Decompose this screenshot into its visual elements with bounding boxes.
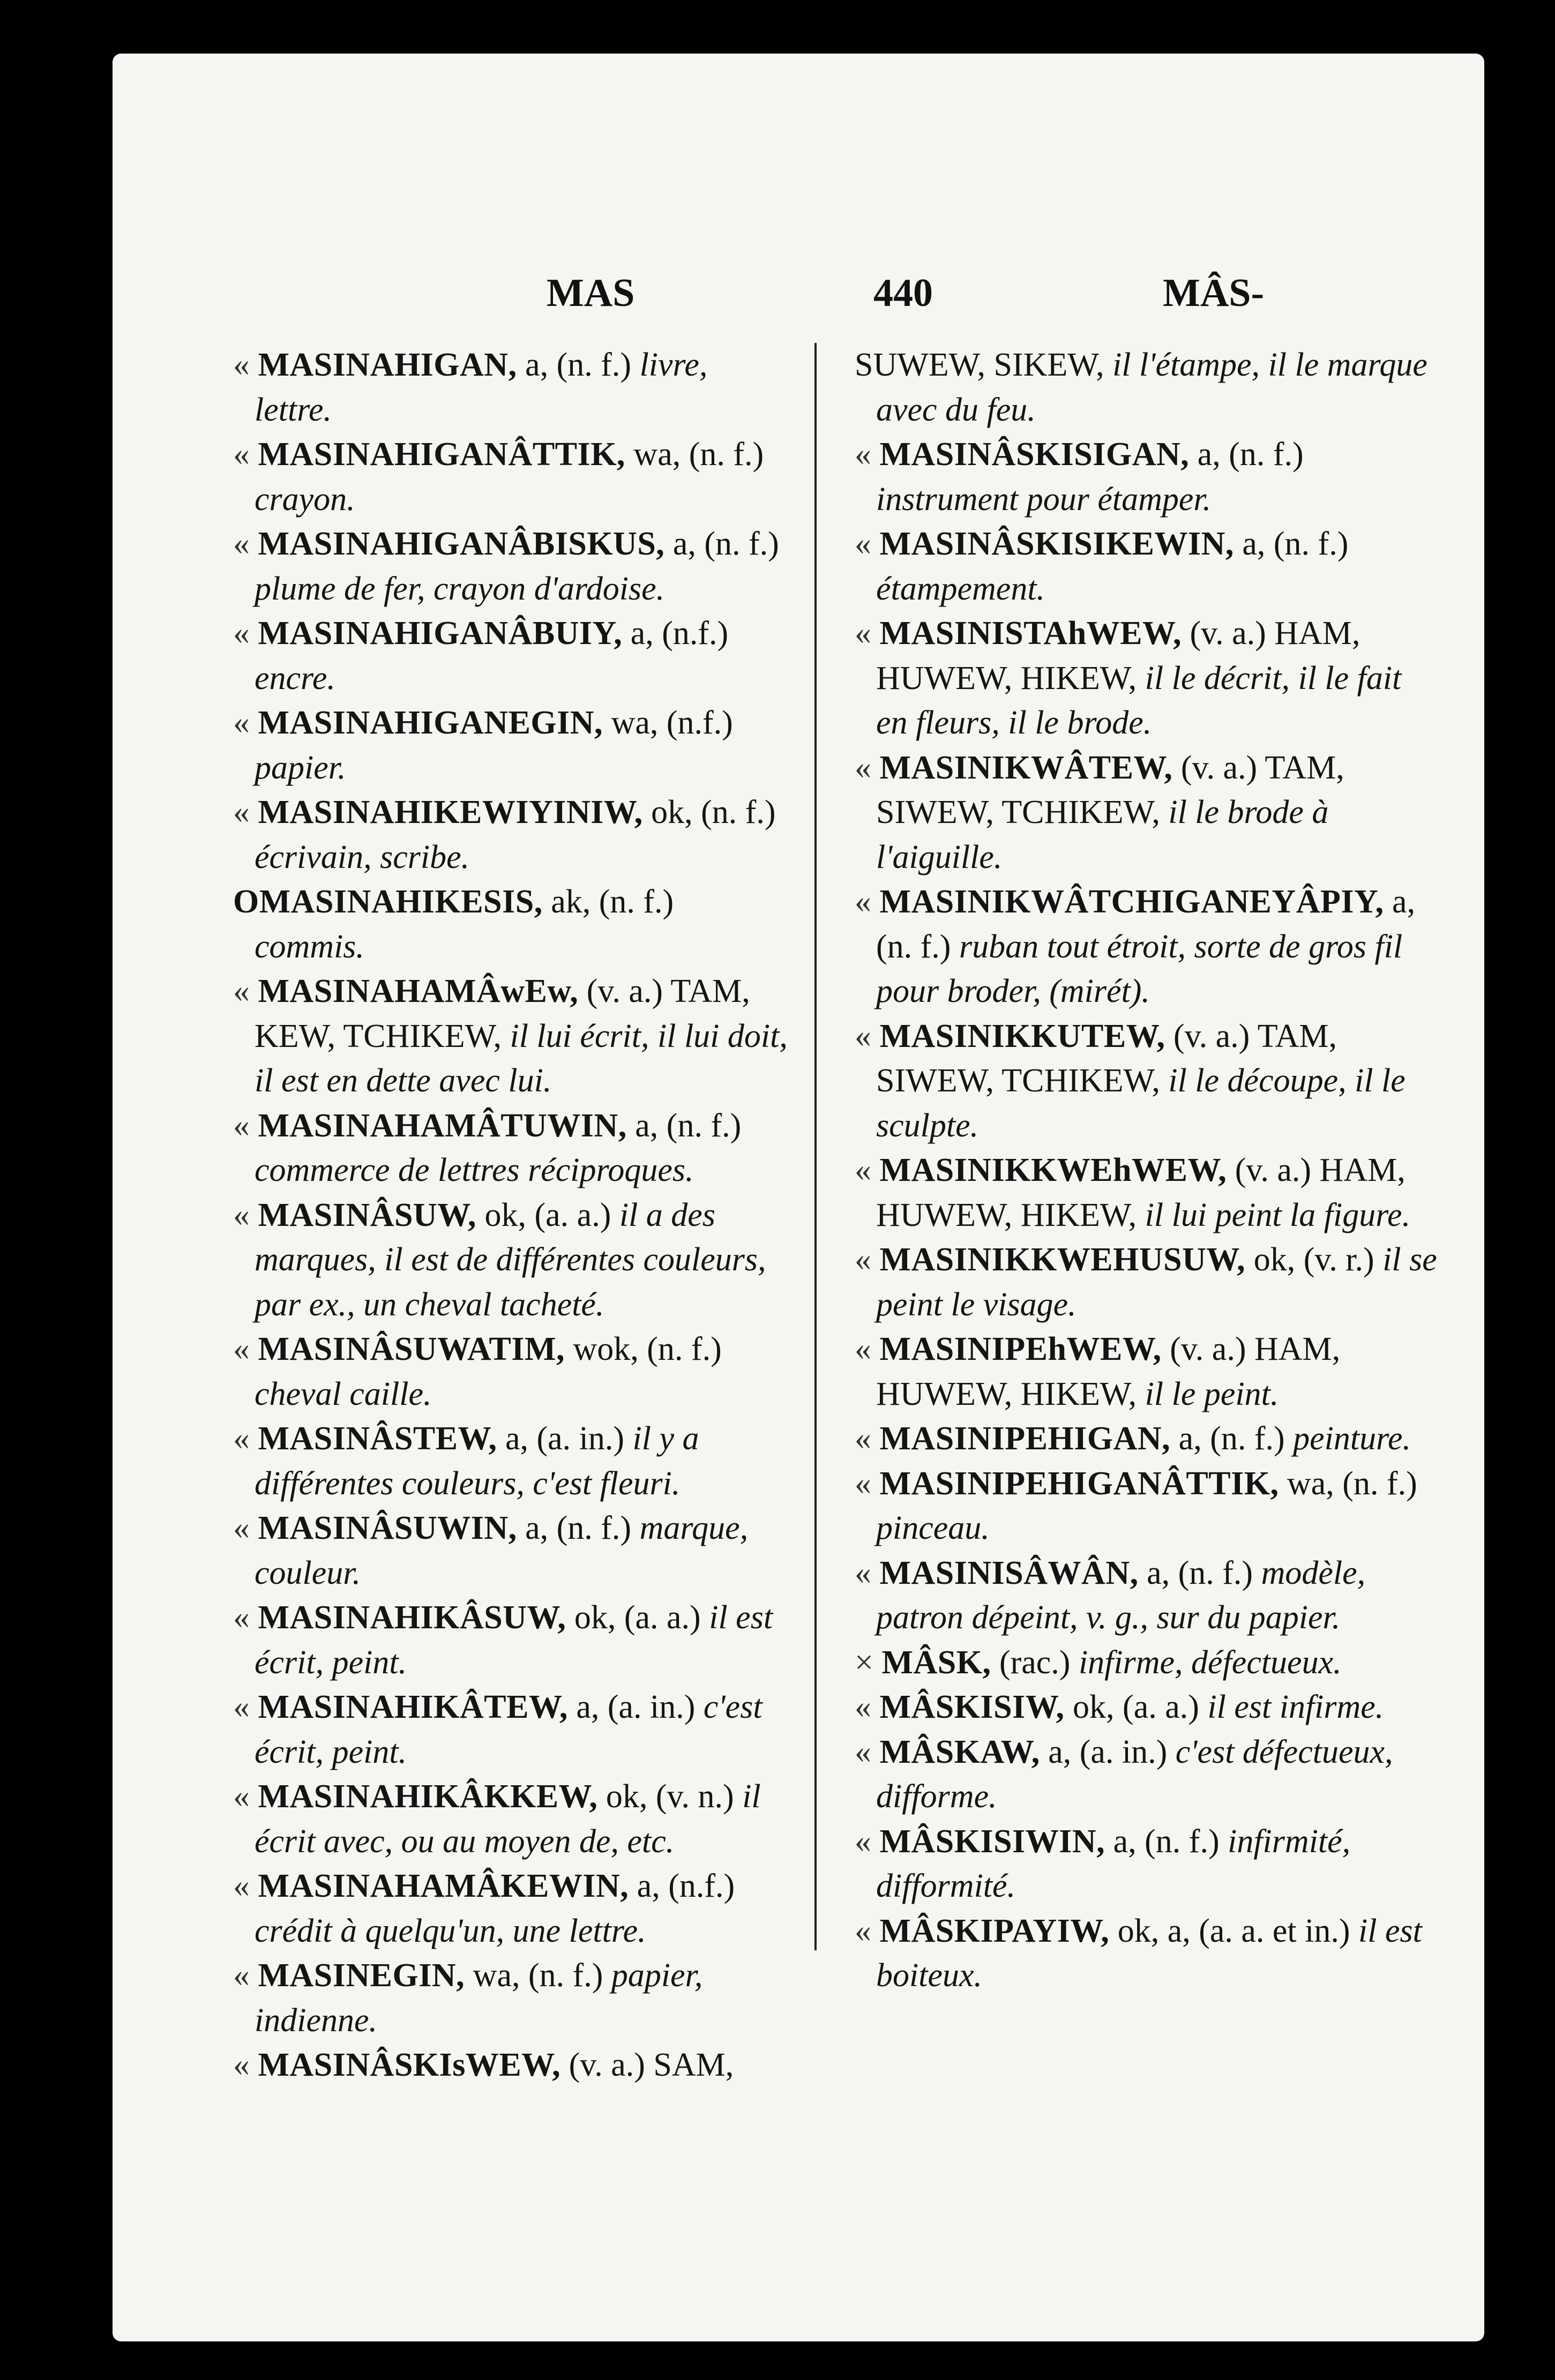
entry-headword: MÂSK, <box>881 1644 991 1681</box>
entry-headword: MASINIPEhWEW, <box>879 1331 1162 1367</box>
entry-mark: « <box>855 1465 871 1502</box>
entry-definition: écrivain, scribe. <box>255 839 470 875</box>
entry-headword: MÂSKISIW, <box>879 1689 1065 1725</box>
dictionary-entry <box>855 1909 1439 1999</box>
dictionary-entry <box>233 880 790 969</box>
entry-grammar: a, (n. f.) <box>664 526 779 562</box>
entry-grammar: wa, (n. f.) <box>465 1957 611 1994</box>
dictionary-entry <box>855 880 1439 1014</box>
entry-headword: MASINÂSUWATIM, <box>258 1331 565 1367</box>
entry-grammar: a, (n. f.) <box>517 347 640 383</box>
entry-mark: « <box>233 347 250 383</box>
entry-definition: il l'étampe, il le marque avec du feu. <box>876 347 1427 428</box>
entry-headword: MASINIKKUTEW, <box>879 1017 1165 1054</box>
entry-mark: « <box>233 1868 250 1904</box>
entry-grammar: ok, (a. a.) <box>566 1599 709 1636</box>
entry-definition: il est infirme. <box>1207 1689 1384 1725</box>
entry-mark: « <box>233 1778 250 1815</box>
entry-headword: MASINIKKWEHUSUW, <box>879 1241 1246 1278</box>
entry-mark: « <box>233 615 250 652</box>
entry-definition: il le décrit, il le fait en fleurs, il le brode. <box>876 660 1402 741</box>
dictionary-entry <box>233 1864 790 1954</box>
dictionary-entry <box>855 432 1439 522</box>
entry-grammar: (v. a.) HAM, HUWEW, HIKEW, <box>876 1152 1406 1233</box>
entry-grammar: (v. a.) HAM, HUWEW, HIKEW, <box>876 615 1360 697</box>
entry-grammar: ok, (a. a.) <box>1064 1689 1208 1725</box>
entry-definition: il lui écrit, il lui doit, il est en dette avec lui. <box>255 1017 788 1099</box>
dictionary-entry <box>855 1327 1439 1417</box>
entry-definition: peinture. <box>1293 1420 1411 1457</box>
entry-headword: MASINIKWÂTEW, <box>879 749 1173 786</box>
entry-grammar: wa, (n. f.) <box>1279 1465 1417 1502</box>
entry-mark: « <box>855 1152 871 1188</box>
entry-grammar: ok, (v. n.) <box>597 1778 743 1815</box>
entry-mark: « <box>233 705 250 741</box>
entry-definition: marque, couleur. <box>255 1510 749 1591</box>
entry-mark: « <box>855 1912 871 1949</box>
dictionary-entry <box>855 522 1439 611</box>
entry-mark: « <box>233 436 250 473</box>
entry-headword: MASINIPEHIGANÂTTIK, <box>879 1465 1279 1502</box>
entry-mark: « <box>855 1241 871 1278</box>
entry-headword: MASINAHAMÂTUWIN, <box>258 1107 627 1144</box>
entry-definition: plume de fer, crayon d'ardoise. <box>255 570 665 607</box>
entry-headword: MASINIPEHIGAN, <box>879 1420 1171 1457</box>
entry-mark: « <box>855 436 871 473</box>
entry-grammar: (v. a.) TAM, SIWEW, TCHIKEW, <box>876 1017 1337 1099</box>
page-header <box>113 271 1484 319</box>
entry-mark: « <box>855 1331 871 1367</box>
dictionary-entry <box>855 1014 1439 1149</box>
entry-headword: MASINAHIGAN, <box>258 347 517 383</box>
entry-definition: livre, lettre. <box>255 347 708 428</box>
dictionary-entry <box>233 432 790 522</box>
entry-mark: « <box>855 749 871 786</box>
dictionary-entry <box>233 611 790 701</box>
dictionary-entry <box>855 1820 1439 1909</box>
entry-headword: MASINISÂWÂN, <box>879 1554 1139 1591</box>
entry-definition: il lui peint la figure. <box>1145 1196 1411 1233</box>
entry-grammar: wa, (n.f.) <box>603 705 733 741</box>
entry-headword: OMASINAHIKESIS, <box>233 884 543 920</box>
entry-headword: MASINAHIKEWIYINIW, <box>258 794 643 830</box>
entry-headword: MÂSKIPAYIW, <box>879 1912 1110 1949</box>
entry-mark: « <box>233 794 250 830</box>
entry-headword: MASINAHAMÂKEWIN, <box>258 1868 629 1904</box>
entry-mark: « <box>233 1957 250 1994</box>
entry-headword: MASINÂSKIsWEW, <box>258 2047 561 2083</box>
dictionary-entry <box>855 1417 1439 1462</box>
entry-mark: « <box>233 1599 250 1636</box>
entry-definition: il écrit avec, ou au moyen de, etc. <box>255 1778 761 1860</box>
entry-mark: « <box>233 1689 250 1725</box>
entry-mark: « <box>855 1554 871 1591</box>
entry-definition: instrument pour étamper. <box>876 481 1212 518</box>
dictionary-entry <box>855 1730 1439 1820</box>
entry-definition: encre. <box>255 660 335 697</box>
running-head-left: MAS <box>547 271 635 315</box>
page-number: 440 <box>873 271 933 315</box>
entry-headword: MASINAHIKÂTEW, <box>258 1689 568 1725</box>
entry-definition: commis. <box>255 928 364 965</box>
entry-mark: « <box>855 1689 871 1725</box>
entry-headword: MÂSKISIWIN, <box>879 1823 1105 1860</box>
entry-definition: crédit à quelqu'un, une lettre. <box>255 1912 646 1949</box>
entry-grammar: (v. a.) TAM, KEW, TCHIKEW, <box>255 973 750 1054</box>
entry-mark: « <box>855 615 871 652</box>
entry-definition: c'est écrit, peint. <box>255 1689 762 1770</box>
dictionary-entry <box>233 1685 790 1775</box>
entry-mark: « <box>855 526 871 562</box>
entry-grammar: ok, (n. f.) <box>642 794 776 830</box>
entry-mark: « <box>233 1420 250 1457</box>
entry-mark: « <box>855 884 871 920</box>
dictionary-entry <box>233 343 790 432</box>
dictionary-entry <box>233 1775 790 1864</box>
dictionary-entry <box>855 1238 1439 1327</box>
entry-grammar: a, (n. f.) <box>876 884 1416 965</box>
entry-definition: il le découpe, il le sculpte. <box>876 1062 1406 1144</box>
entry-headword: MASINÂSKISIKEWIN, <box>879 526 1234 562</box>
dictionary-entry <box>233 1104 790 1193</box>
entry-grammar: a, (n. f.) <box>1170 1420 1294 1457</box>
dictionary-entry <box>233 1506 790 1596</box>
entry-mark: « <box>233 2047 250 2083</box>
entry-grammar: a, (n. f.) <box>517 1510 640 1546</box>
entry-grammar: a, (n.f.) <box>622 615 729 652</box>
entry-headword: MASINAHIGANÂTTIK, <box>258 436 625 473</box>
entry-grammar: (v. a.) TAM, SIWEW, TCHIKEW, <box>876 749 1344 830</box>
entry-grammar: wa, (n. f.) <box>625 436 764 473</box>
dictionary-entry <box>233 1327 790 1417</box>
entry-grammar: a, (n. f.) <box>1189 436 1304 473</box>
dictionary-entry <box>855 1551 1439 1641</box>
entry-grammar: (v. a.) SAM, <box>560 2047 734 2083</box>
entry-definition: papier. <box>255 749 346 786</box>
entry-headword: MASINÂSKISIGAN, <box>879 436 1190 473</box>
entry-grammar: a, (n.f.) <box>629 1868 735 1904</box>
entry-definition: il a des marques, il est de différentes couleurs, par ex., un cheval tacheté. <box>255 1196 766 1323</box>
dictionary-entry <box>233 1954 790 2043</box>
left-column <box>233 343 790 2088</box>
entry-definition: cheval caille. <box>255 1375 432 1412</box>
entry-definition: étampement. <box>876 570 1045 607</box>
dictionary-entry <box>855 1641 1439 1686</box>
entry-mark: « <box>233 1510 250 1546</box>
entry-definition: infirme, défectueux. <box>1078 1644 1342 1681</box>
dictionary-entry <box>233 1193 790 1328</box>
entry-grammar: a, (n. f.) <box>1233 526 1349 562</box>
entry-mark: « <box>855 1017 871 1054</box>
entry-headword: MASINIKWÂTCHIGANEYÂPIY, <box>879 884 1384 920</box>
entry-definition: modèle, patron dépeint, v. g., sur du papier. <box>876 1554 1366 1636</box>
entry-mark: « <box>233 1196 250 1233</box>
dictionary-entry <box>233 1596 790 1685</box>
dictionary-entry <box>855 1462 1439 1551</box>
dictionary-entry <box>233 701 790 790</box>
entry-headword: MASINÂSUW, <box>258 1196 477 1233</box>
entry-headword: MASINISTAhWEW, <box>879 615 1182 652</box>
right-column <box>855 343 1439 1999</box>
dictionary-entry <box>233 2043 790 2088</box>
entry-grammar: SUWEW, SIKEW, <box>855 347 1113 383</box>
dictionary-entry <box>855 1685 1439 1730</box>
running-head-right: MÂS- <box>1163 271 1265 315</box>
entry-headword: MASINAHAMÂwEw, <box>258 973 579 1009</box>
entry-grammar: (rac.) <box>991 1644 1079 1681</box>
dictionary-entry <box>233 522 790 611</box>
entry-headword: MASINAHIGANÂBISKUS, <box>258 526 665 562</box>
entry-mark: « <box>855 1420 871 1457</box>
entry-grammar: ok, (v. r.) <box>1245 1241 1383 1278</box>
column-divider <box>814 343 817 1950</box>
entry-definition: il se peint le visage. <box>876 1241 1437 1323</box>
entry-grammar: a, (a. in.) <box>567 1689 704 1725</box>
dictionary-entry <box>233 790 790 880</box>
entry-headword: MASINAHIKÂSUW, <box>258 1599 566 1636</box>
entry-mark: × <box>855 1644 873 1681</box>
entry-definition: il est écrit, peint. <box>255 1599 773 1681</box>
entry-definition: il le brode à l'aiguille. <box>876 794 1329 875</box>
entry-mark: « <box>233 1331 250 1367</box>
entry-grammar: a, (a. in.) <box>497 1420 633 1457</box>
entry-definition: papier, indienne. <box>255 1957 703 2039</box>
entry-definition: ruban tout étroit, sorte de gros fil pour broder, (mirét). <box>876 928 1403 1009</box>
entry-mark: « <box>855 1733 871 1770</box>
entry-headword: MASINÂSTEW, <box>258 1420 497 1457</box>
entry-grammar: a, (n. f.) <box>626 1107 742 1144</box>
entry-grammar: ak, (n. f.) <box>542 884 674 920</box>
entry-headword: MÂSKAW, <box>879 1733 1040 1770</box>
entry-headword: MASINÂSUWIN, <box>258 1510 517 1546</box>
dictionary-entry <box>233 1417 790 1506</box>
entry-grammar: a, (n. f.) <box>1138 1554 1261 1591</box>
entry-grammar: wok, (n. f.) <box>565 1331 722 1367</box>
entry-definition: il est boiteux. <box>876 1912 1422 1994</box>
entry-headword: MASINAHIGANÂBUIY, <box>258 615 623 652</box>
entry-grammar: (v. a.) HAM, HUWEW, HIKEW, <box>876 1331 1341 1412</box>
entry-grammar: a, (n. f.) <box>1105 1823 1228 1860</box>
entry-mark: « <box>855 1823 871 1860</box>
entry-grammar: ok, a, (a. a. et in.) <box>1109 1912 1359 1949</box>
entry-grammar: ok, (a. a.) <box>476 1196 619 1233</box>
dictionary-entry <box>855 746 1439 880</box>
entry-headword: MASINAHIKÂKKEW, <box>258 1778 598 1815</box>
entry-mark: « <box>233 526 250 562</box>
entry-definition: il y a différentes couleurs, c'est fleuri. <box>255 1420 699 1502</box>
entry-definition: crayon. <box>255 481 355 518</box>
dictionary-entry <box>855 1148 1439 1238</box>
entry-headword: MASINIKKWEhWEW, <box>879 1152 1227 1188</box>
entry-headword: MASINAHIGANEGIN, <box>258 705 603 741</box>
entry-mark: « <box>233 1107 250 1144</box>
dictionary-entry <box>855 611 1439 746</box>
entry-definition: c'est défectueux, difforme. <box>876 1733 1393 1815</box>
dictionary-entry <box>855 343 1439 432</box>
dictionary-entry <box>233 969 790 1104</box>
entry-mark: « <box>233 973 250 1009</box>
entry-definition: infirmité, difformité. <box>876 1823 1351 1904</box>
entry-headword: MASINEGIN, <box>258 1957 465 1994</box>
entry-grammar: a, (a. in.) <box>1040 1733 1176 1770</box>
entry-definition: pinceau. <box>876 1510 990 1546</box>
entry-definition: commerce de lettres réciproques. <box>255 1152 694 1188</box>
entry-definition: il le peint. <box>1145 1375 1279 1412</box>
